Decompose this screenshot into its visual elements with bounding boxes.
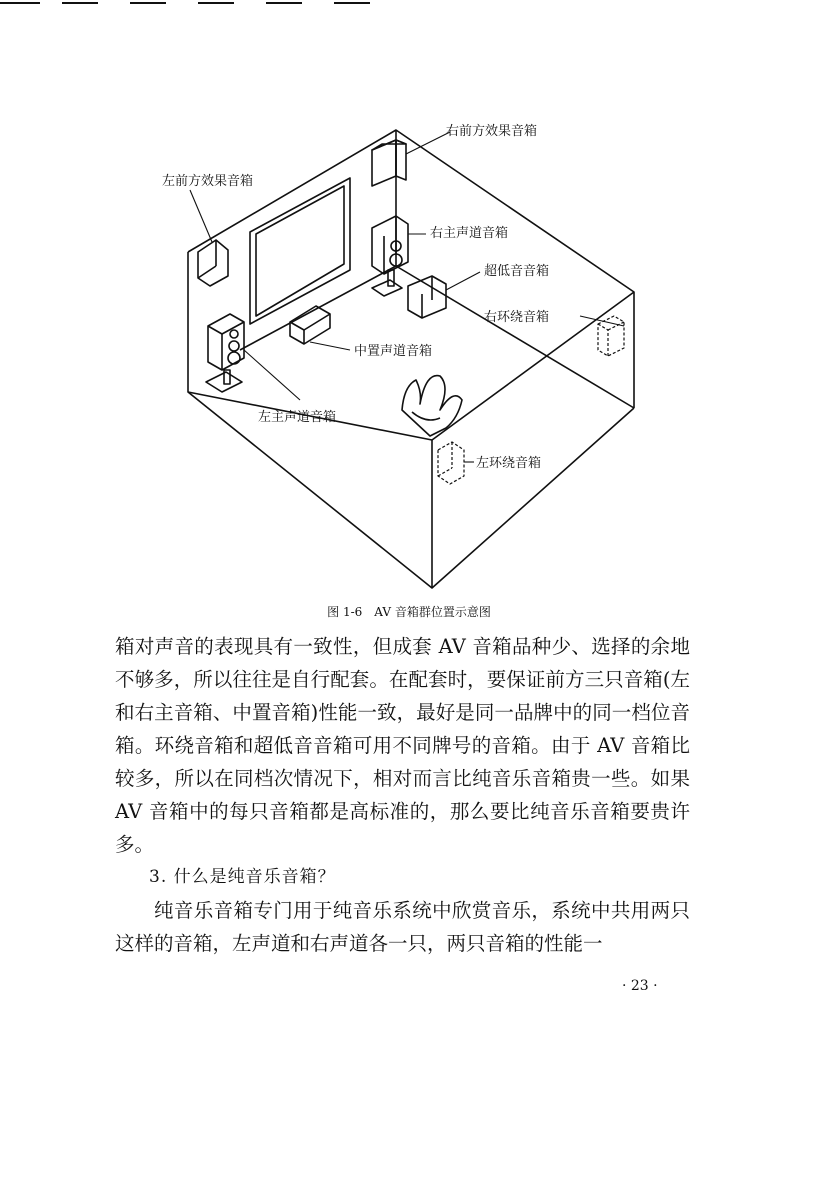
label-center: 中置声道音箱 (354, 344, 433, 359)
label-left-surround: 左环绕音箱 (476, 456, 542, 471)
subwoofer-speaker (408, 276, 446, 318)
figure-caption: 图 1-6 AV 音箱群位置示意图 (327, 605, 491, 619)
room-back-wall-outline (188, 130, 634, 408)
body-text (115, 630, 690, 960)
left-surround-speaker (438, 442, 464, 484)
label-right-main: 右主声道音箱 (430, 226, 509, 241)
right-surround-speaker (598, 316, 624, 356)
paragraph: 箱对声音的表现具有一致性，但成套 AV 音箱品种少、选择的余地不够多，所以往往是自行配套。在配套时，要保证前方三只音箱(左和右主音箱、中置音箱)性能一致，最好是同一品牌中的同一档位音箱。环绕音箱和超低音音箱可用不同牌号的音箱。由于 AV 音箱比较多，所以在同档次情况下，相对而言比纯音乐音箱贵一些。如果 AV 音箱中的每只音箱都是高标准的，那么要比纯音乐音箱要贵许多。 (115, 635, 690, 856)
top-rules (0, 0, 818, 8)
leader-lines (190, 132, 624, 462)
plant-decoration (402, 376, 462, 436)
room-front-wall-outline (188, 252, 634, 588)
left-front-effect-speaker (198, 240, 228, 286)
left-main-speaker (206, 314, 244, 392)
page-number: · 23 · (622, 978, 658, 994)
label-left-main: 左主声道音箱 (258, 410, 337, 425)
label-right-front-effect: 右前方效果音箱 (446, 124, 538, 139)
right-main-speaker (372, 216, 408, 296)
right-front-effect-speaker (372, 140, 406, 186)
tv-screen-outer (250, 178, 350, 324)
paragraph: 纯音乐音箱专门用于纯音乐系统中欣赏音乐，系统中共用两只这样的音箱，左声道和右声道各一只，两只音箱的性能一 (115, 899, 690, 955)
label-left-front-effect: 左前方效果音箱 (162, 174, 254, 189)
speaker-layout-figure (150, 110, 670, 600)
section-heading: 3. 什么是纯音乐音箱？ (149, 867, 336, 887)
label-subwoofer: 超低音音箱 (484, 264, 550, 279)
label-right-surround: 右环绕音箱 (484, 310, 550, 325)
